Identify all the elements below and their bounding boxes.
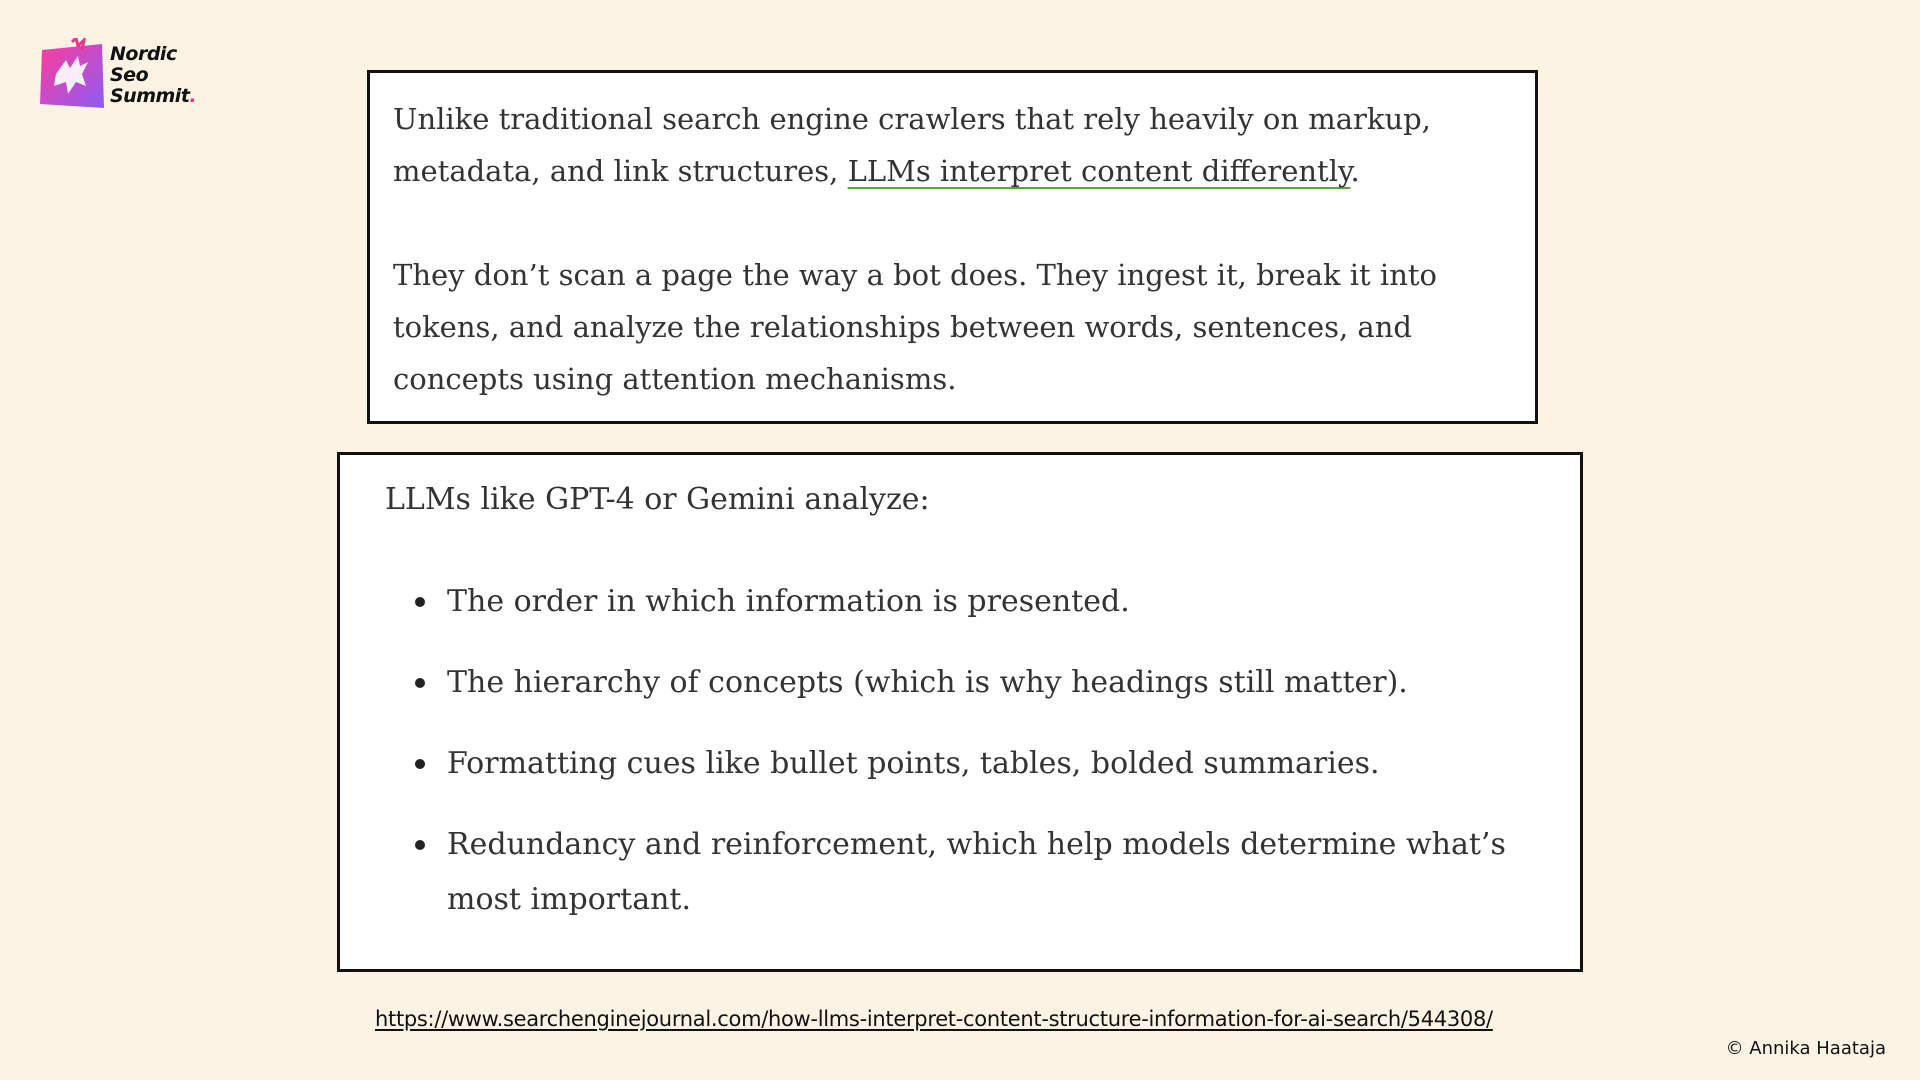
list-item: Formatting cues like bullet points, tables, bolded summaries.	[447, 736, 1560, 791]
paragraph-tokens: They don’t scan a page the way a bot does. They ingest it, break it into tokens, and analyze the relationships between words, sentences, and concepts using attention mechanisms.	[393, 258, 1437, 396]
list-item: The order in which information is presented.	[447, 574, 1560, 629]
list-item: Redundancy and reinforcement, which help models determine what’s most important.	[447, 817, 1560, 927]
analysis-list	[385, 574, 1560, 927]
paragraph-crawlers-text: Unlike traditional search engine crawlers that rely heavily on markup, metadata, and link structures,	[393, 102, 1431, 188]
reindeer-logo-icon	[38, 38, 106, 110]
quote-box-llm-interpretation	[367, 70, 1538, 424]
list-item: The hierarchy of concepts (which is why headings still matter).	[447, 655, 1560, 710]
logo-dot: .	[189, 85, 197, 107]
analysis-lead: LLMs like GPT-4 or Gemini analyze:	[385, 482, 930, 517]
nordic-seo-summit-logo	[38, 30, 197, 115]
source-url-link[interactable]: https://www.searchenginejournal.com/how-llms-interpret-content-structure-information-for-ai-search/544308/	[375, 1007, 1493, 1031]
logo-summit-text: Summit	[110, 85, 190, 107]
logo-wordmark	[110, 44, 196, 107]
quote-box-llm-analysis	[337, 452, 1583, 972]
llms-interpret-content-link[interactable]: LLMs interpret content differently	[847, 154, 1351, 188]
copyright-notice: © Annika Haataja	[1725, 1038, 1886, 1059]
paragraph-crawlers-end: .	[1350, 154, 1360, 188]
logo-line-seo: Seo	[110, 64, 149, 86]
logo-line-summit	[110, 86, 196, 107]
paragraph-crawlers	[393, 93, 1521, 197]
logo-line-nordic: Nordic	[110, 43, 177, 65]
